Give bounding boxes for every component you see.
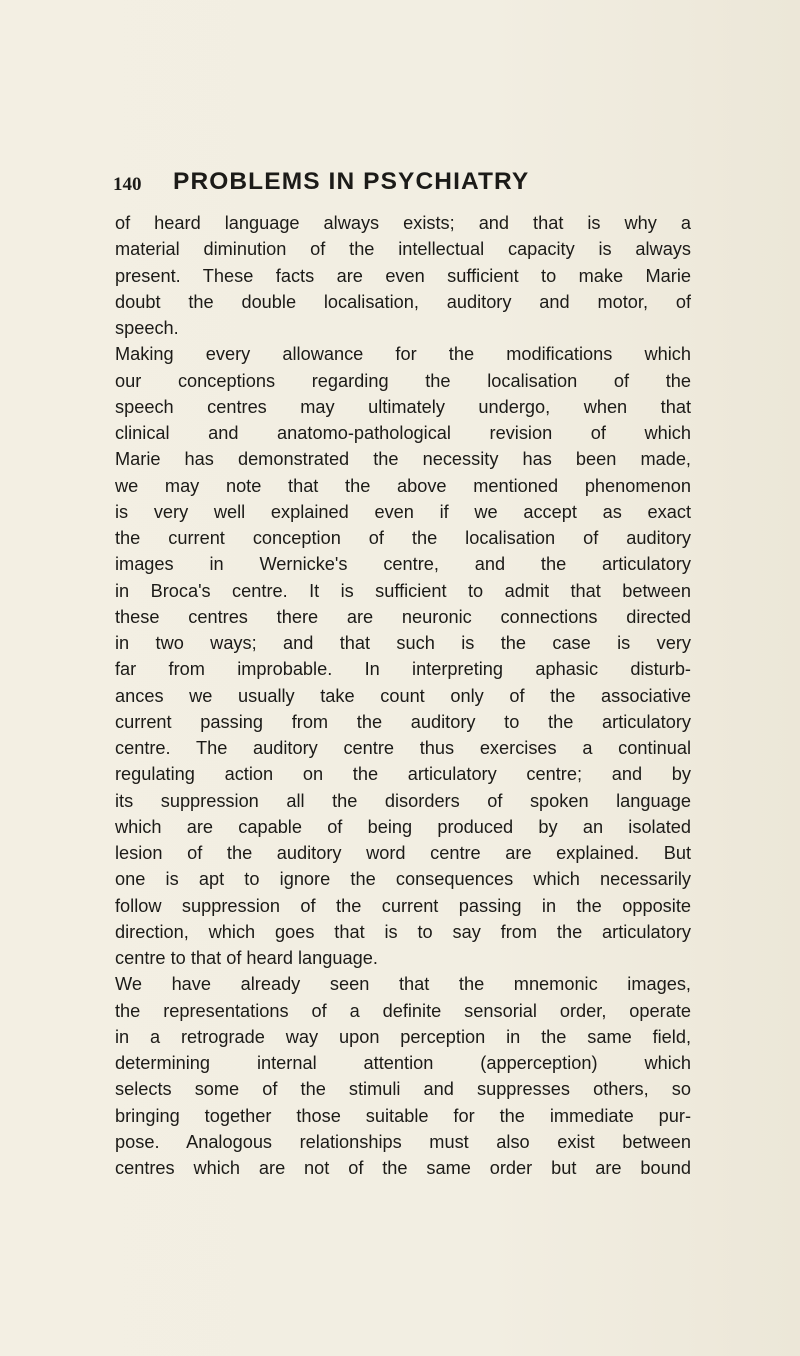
text-line: ances we usually take count only of the associative: [115, 685, 691, 706]
body-text: [115, 210, 691, 1181]
text-line: direction, which goes that is to say from the articulatory: [115, 921, 691, 942]
text-line: our conceptions regarding the localisation of the: [115, 370, 691, 391]
text-line: we may note that the above mentioned phenomenon: [115, 475, 691, 496]
text-line: speech centres may ultimately undergo, when that: [115, 396, 691, 417]
text-line: images in Wernicke's centre, and the articulatory: [115, 554, 691, 575]
text-line: the representations of a definite sensorial order, operate: [115, 1000, 691, 1021]
text-line: follow suppression of the current passing in the opposite: [115, 895, 691, 916]
text-line: determining internal attention (apperception) which: [115, 1053, 691, 1073]
text-line: lesion of the auditory word centre are explained. But: [115, 843, 691, 863]
text-line: in Broca's centre. It is sufficient to admit that between: [115, 580, 691, 601]
page-header: [113, 168, 693, 198]
page-number: 140: [113, 174, 142, 195]
text-line: centre to that of heard language.: [115, 948, 378, 968]
text-line: the current conception of the localisation of auditory: [115, 528, 691, 548]
text-line: Marie has demonstrated the necessity has been made,: [115, 449, 691, 470]
text-line: is very well explained even if we accept as exact: [115, 501, 691, 522]
text-line: pose. Analogous relationships must also exist between: [115, 1131, 691, 1152]
text-line: current passing from the auditory to the articulatory: [115, 711, 691, 732]
text-line: selects some of the stimuli and suppresses others, so: [115, 1079, 691, 1100]
text-line: in two ways; and that such is the case is very: [115, 633, 691, 653]
text-line: these centres there are neuronic connections directed: [115, 606, 691, 627]
text-line: far from improbable. In interpreting aphasic disturb-: [115, 659, 691, 680]
text-line: clinical and anatomo-pathological revision of which: [115, 423, 691, 443]
text-line: material diminution of the intellectual capacity is always: [115, 239, 691, 260]
text-line: centre. The auditory centre thus exercises a continual: [115, 738, 691, 758]
text-line: doubt the double localisation, auditory and motor, of: [115, 291, 691, 312]
text-line: present. These facts are even sufficient to make Marie: [115, 265, 691, 286]
text-line: speech.: [115, 318, 179, 338]
running-head: PROBLEMS IN PSYCHIATRY: [173, 168, 530, 195]
text-line: centres which are not of the same order but are bound: [115, 1158, 691, 1178]
text-line: of heard language always exists; and that is why a: [115, 213, 691, 233]
text-line: in a retrograde way upon perception in the same field,: [115, 1026, 691, 1047]
text-line: regulating action on the articulatory centre; and by: [115, 764, 691, 785]
text-line: which are capable of being produced by an isolated: [115, 816, 691, 837]
text-line: one is apt to ignore the consequences which necessarily: [115, 869, 691, 890]
text-line: its suppression all the disorders of spoken language: [115, 790, 691, 811]
text-line: Making every allowance for the modifications which: [115, 344, 691, 365]
text-line: We have already seen that the mnemonic images,: [115, 974, 691, 995]
text-line: bringing together those suitable for the immediate pur-: [115, 1105, 691, 1126]
